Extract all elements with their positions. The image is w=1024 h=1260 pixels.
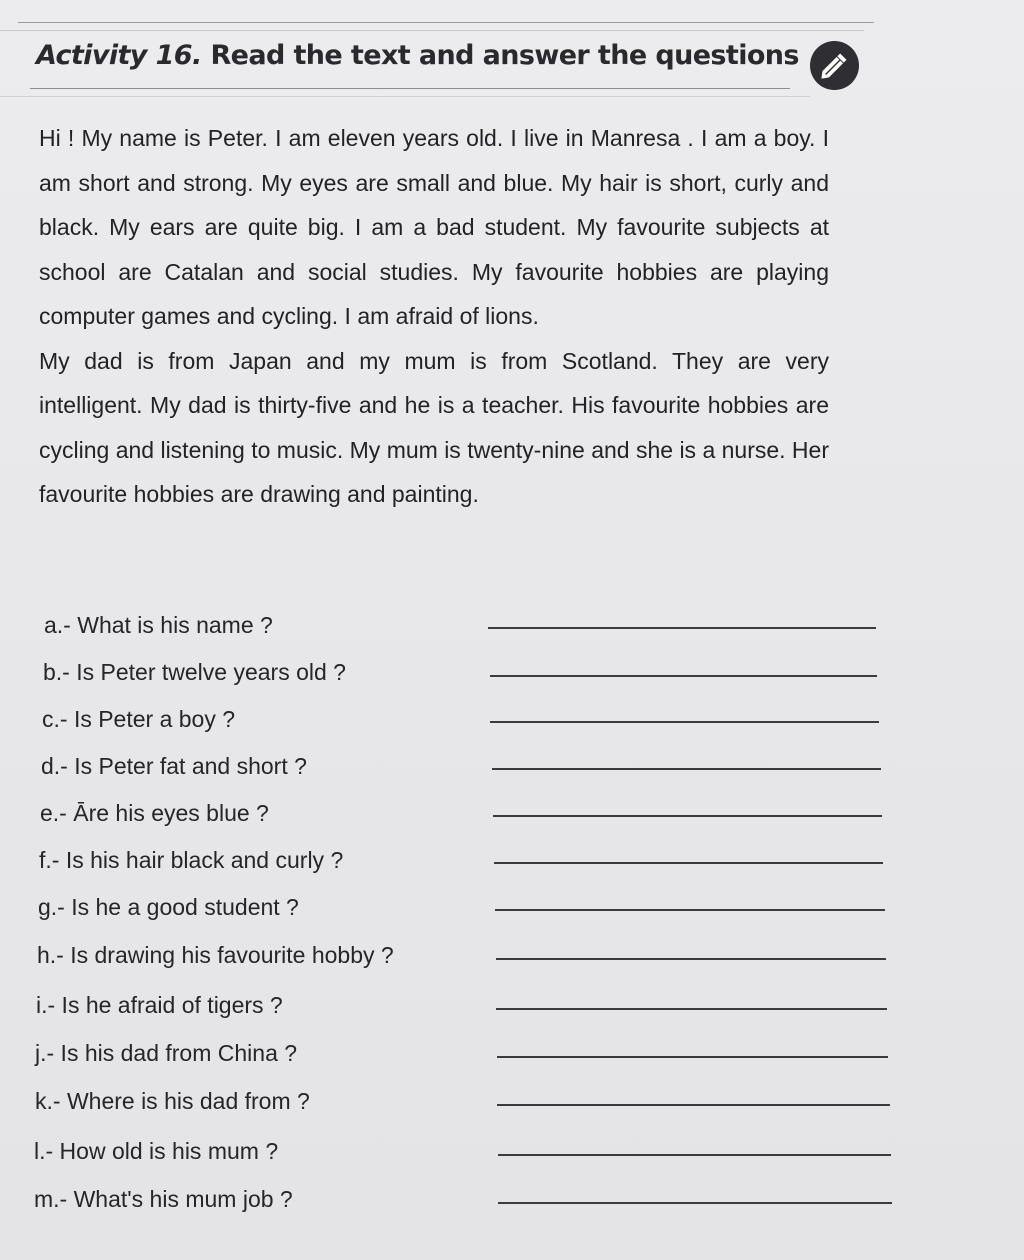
answer-line-d[interactable] — [492, 768, 881, 770]
question-d: d.- Is Peter fat and short ? — [41, 753, 307, 779]
question-k: k.- Where is his dad from ? — [35, 1088, 310, 1114]
question-a: a.- What is his name ? — [44, 612, 273, 638]
answer-line-l[interactable] — [498, 1154, 891, 1156]
paragraph-peter: Hi ! My name is Peter. I am eleven years old. I live in Manresa . I am a boy. I am short and strong. My eyes are small and blue. My hair is short, curly and black. My ears are quite big. I am a bad student. My favourite subjects at school are Catalan and social studies. My favourite hobbies are playing computer games and cycling. I am afraid of lions. — [39, 125, 829, 329]
question-i: i.- Is he afraid of tigers ? — [36, 992, 283, 1018]
answer-line-m[interactable] — [498, 1202, 892, 1204]
answer-line-c[interactable] — [490, 721, 879, 723]
question-l: l.- How old is his mum ? — [34, 1138, 279, 1164]
answer-line-b[interactable] — [490, 675, 877, 677]
answer-line-a[interactable] — [488, 627, 876, 629]
question-h: h.- Is drawing his favourite hobby ? — [37, 942, 394, 968]
question-e: e.- Āre his eyes blue ? — [40, 800, 269, 826]
answer-line-f[interactable] — [494, 862, 883, 864]
activity-instruction: Read the text and answer the questions — [210, 40, 799, 71]
question-c: c.- Is Peter a boy ? — [42, 706, 236, 732]
answer-line-e[interactable] — [493, 815, 882, 817]
answer-line-i[interactable] — [496, 1008, 887, 1010]
paragraph-parents: My dad is from Japan and my mum is from Scotland. They are very intelligent. My dad is thirty-five and he is a teacher. His favourite hobbies are cycling and listening to music. My mum is twenty-nine and she is a nurse. Her favourite hobbies are drawing and painting. — [39, 347, 829, 507]
question-b: b.- Is Peter twelve years old ? — [43, 659, 346, 685]
activity-number: Activity 16. — [36, 40, 202, 71]
question-g: g.- Is he a good student ? — [38, 894, 299, 920]
answer-line-j[interactable] — [497, 1056, 888, 1058]
answer-line-g[interactable] — [495, 909, 885, 911]
answer-line-k[interactable] — [497, 1104, 890, 1106]
answer-line-h[interactable] — [496, 958, 886, 960]
question-j: j.- Is his dad from China ? — [35, 1040, 298, 1066]
question-f: f.- Is his hair black and curly ? — [39, 847, 344, 873]
question-m: m.- What's his mum job ? — [34, 1186, 293, 1212]
